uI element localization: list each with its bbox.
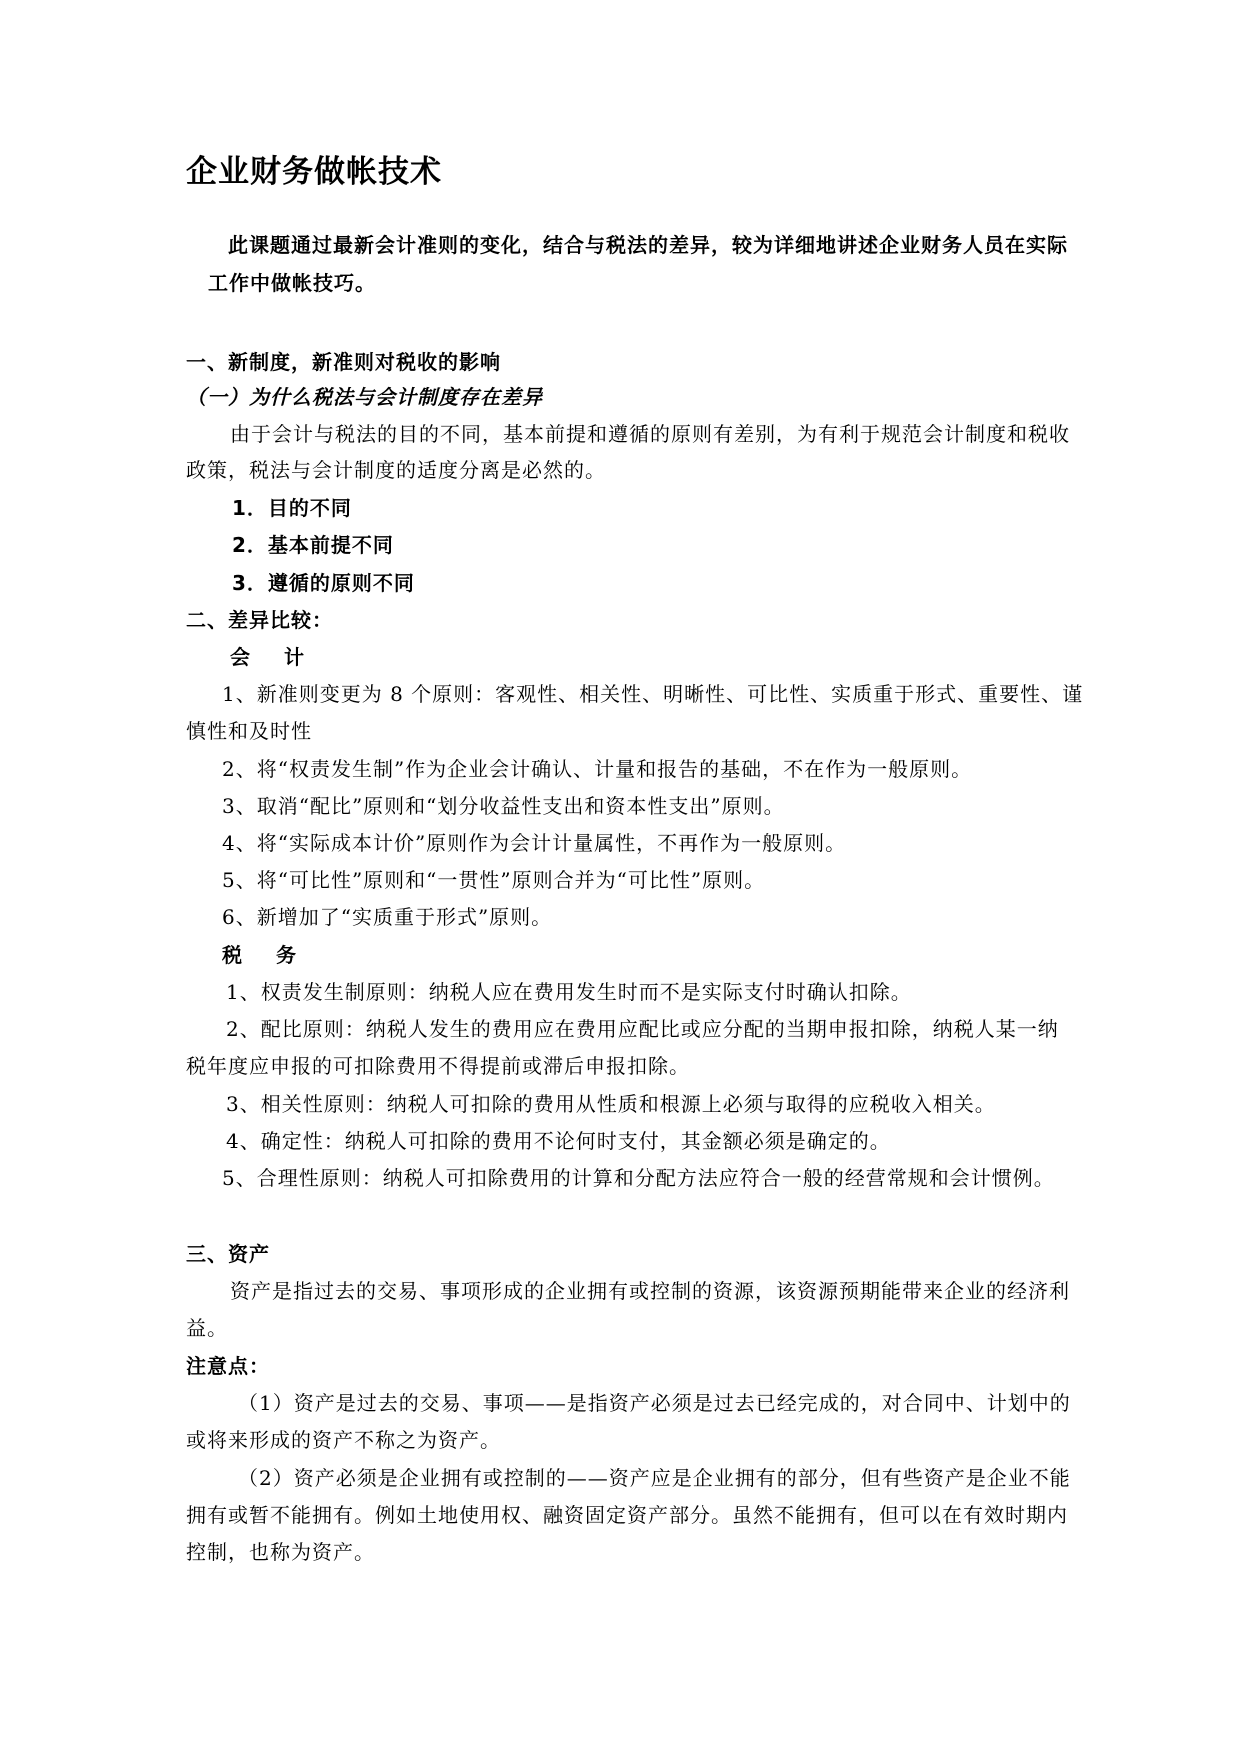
accounting-item-5: 5、将“可比性”原则和“一贯性”原则合并为“可比性”原则。 [222, 868, 766, 892]
tax-item-2-cont: 税年度应申报的可扣除费用不得提前或滞后申报扣除。 [186, 1054, 690, 1078]
section-1-list-item: 2．基本前提不同 [232, 533, 394, 557]
tax-item-2: 2、配比原则：纳税人发生的费用应在费用应配比或应分配的当期申报扣除，纳税人某一纳 [226, 1017, 1059, 1041]
tax-item-3: 3、相关性原则：纳税人可扣除的费用从性质和根源上必须与取得的应税收入相关。 [226, 1092, 996, 1116]
note-item-1-cont: 或将来形成的资产不称之为资产。 [186, 1428, 501, 1452]
section-2-heading: 二、差异比较： [186, 608, 333, 632]
section-1-list-item: 1．目的不同 [232, 496, 352, 520]
section-1-paragraph-line-2: 政策，税法与会计制度的适度分离是必然的。 [186, 458, 606, 482]
section-1-heading: 一、新制度，新准则对税收的影响 [186, 350, 501, 374]
tax-item-1: 1、权责发生制原则：纳税人应在费用发生时而不是实际支付时确认扣除。 [226, 980, 912, 1004]
section-3-heading: 三、资产 [186, 1242, 270, 1266]
accounting-item-6: 6、新增加了“实质重于形式”原则。 [222, 905, 553, 929]
note-item-2: （2）资产必须是企业拥有或控制的——资产应是企业拥有的部分，但有些资产是企业不能 [238, 1466, 1071, 1490]
note-item-1: （1）资产是过去的交易、事项——是指资产必须是过去已经完成的，对合同中、计划中的 [238, 1391, 1071, 1415]
intro-line-2: 工作中做帐技巧。 [208, 271, 376, 295]
accounting-label: 会计 [230, 645, 338, 669]
note-item-2-cont-2: 控制，也称为资产。 [186, 1540, 375, 1564]
section-3-paragraph-line-2: 益。 [186, 1316, 228, 1340]
tax-item-4: 4、确定性：纳税人可扣除的费用不论何时支付，其金额必须是确定的。 [226, 1129, 891, 1153]
section-1-paragraph-line-1: 由于会计与税法的目的不同，基本前提和遵循的原则有差别，为有利于规范会计制度和税收 [230, 422, 1070, 446]
document-title: 企业财务做帐技术 [186, 154, 442, 190]
accounting-item-3: 3、取消“配比”原则和“划分收益性支出和资本性支出”原则。 [222, 794, 785, 818]
section-3-paragraph-line-1: 资产是指过去的交易、事项形成的企业拥有或控制的资源，该资源预期能带来企业的经济利 [230, 1279, 1070, 1303]
tax-label: 税务 [222, 943, 330, 967]
accounting-item-1-cont: 慎性和及时性 [186, 719, 312, 743]
intro-line-1: 此课题通过最新会计准则的变化，结合与税法的差异，较为详细地讲述企业财务人员在实际 [228, 233, 1068, 257]
section-1-subheading: （一）为什么税法与会计制度存在差异 [186, 385, 543, 409]
tax-item-5: 5、合理性原则：纳税人可扣除费用的计算和分配方法应符合一般的经营常规和会计惯例。 [222, 1166, 1055, 1190]
note-item-2-cont-1: 拥有或暂不能拥有。例如土地使用权、融资固定资产部分。虽然不能拥有，但可以在有效时期内 [186, 1503, 1068, 1527]
accounting-item-4: 4、将“实际成本计价”原则作为会计计量属性，不再作为一般原则。 [222, 831, 847, 855]
note-heading: 注意点： [186, 1354, 270, 1378]
section-1-list-item: 3．遵循的原则不同 [232, 571, 415, 595]
accounting-item-2: 2、将“权责发生制”作为企业会计确认、计量和报告的基础，不在作为一般原则。 [222, 757, 973, 781]
accounting-item-1: 1、新准则变更为 8 个原则：客观性、相关性、明晰性、可比性、实质重于形式、重要性、谨 [222, 682, 1084, 706]
